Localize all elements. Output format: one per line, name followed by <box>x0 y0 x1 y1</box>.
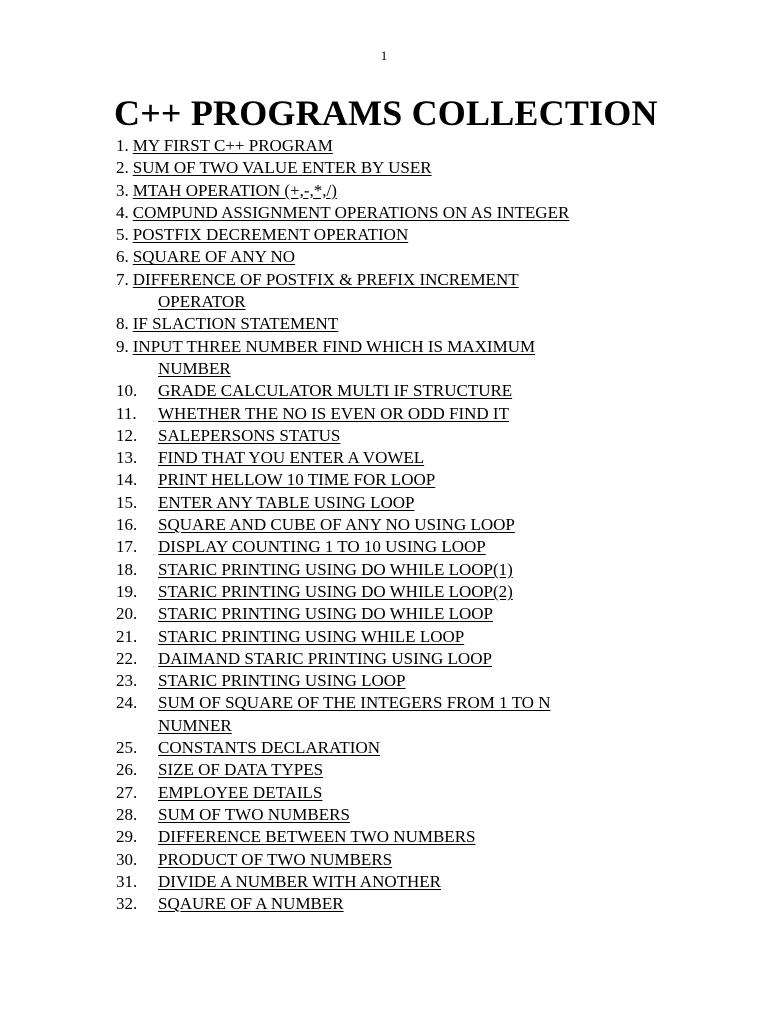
item-number: 17. <box>116 537 138 557</box>
item-number: 28. <box>116 804 138 824</box>
list-item <box>116 469 676 491</box>
list-item <box>116 202 676 224</box>
entry-link[interactable]: DIVIDE A NUMBER WITH ANOTHER <box>158 871 442 891</box>
list-item <box>116 692 676 737</box>
item-number: 5. <box>116 225 129 245</box>
item-number: 24. <box>116 693 138 713</box>
table-of-contents <box>116 135 676 915</box>
list-item <box>116 782 676 804</box>
entry-link[interactable]: DAIMAND STARIC PRINTING USING LOOP <box>158 648 492 668</box>
entry-link-continuation[interactable]: NUMBER <box>158 358 231 378</box>
list-item <box>116 804 676 826</box>
item-number: 22. <box>116 648 138 668</box>
list-item <box>116 648 676 670</box>
list-item <box>116 492 676 514</box>
entry-link[interactable]: PRODUCT OF TWO NUMBERS <box>158 849 393 869</box>
list-item <box>116 447 676 469</box>
entry-link[interactable]: MTAH OPERATION (+,-,*,/) <box>132 180 337 200</box>
entry-link[interactable]: SQAURE OF A NUMBER <box>158 894 344 914</box>
entry-link[interactable]: STARIC PRINTING USING DO WHILE LOOP(2) <box>158 581 513 601</box>
entry-link-continuation[interactable]: OPERATOR <box>158 292 246 312</box>
entry-link[interactable]: SUM OF TWO NUMBERS <box>158 804 350 824</box>
entry-link[interactable]: SALEPERSONS STATUS <box>158 425 341 445</box>
list-item <box>116 514 676 536</box>
item-number: 16. <box>116 515 138 535</box>
entry-link[interactable]: WHETHER THE NO IS EVEN OR ODD FIND IT <box>158 403 509 423</box>
list-item <box>116 135 676 157</box>
entry-link[interactable]: DISPLAY COUNTING 1 TO 10 USING LOOP <box>158 537 486 557</box>
item-number: 13. <box>116 448 138 468</box>
entry-link[interactable]: SQUARE AND CUBE OF ANY NO USING LOOP <box>158 515 515 535</box>
entry-link[interactable]: CONSTANTS DECLARATION <box>158 738 381 758</box>
entry-link[interactable]: COMPUND ASSIGNMENT OPERATIONS ON AS INTEGER <box>132 202 570 222</box>
item-number: 25. <box>116 738 138 758</box>
item-number: 27. <box>116 782 138 802</box>
entry-link[interactable]: STARIC PRINTING USING DO WHILE LOOP(1) <box>158 559 513 579</box>
entry-link[interactable]: SIZE OF DATA TYPES <box>158 760 324 780</box>
entry-link[interactable]: MY FIRST C++ PROGRAM <box>132 136 333 155</box>
item-number: 19. <box>116 581 138 601</box>
list-item <box>116 581 676 603</box>
list-item <box>116 737 676 759</box>
entry-link[interactable]: STARIC PRINTING USING LOOP <box>158 671 406 691</box>
list-item <box>116 380 676 402</box>
list-item <box>116 269 676 314</box>
entry-link[interactable]: ENTER ANY TABLE USING LOOP <box>158 492 415 512</box>
list-item <box>116 670 676 692</box>
entry-link[interactable]: DIFFERENCE OF POSTFIX & PREFIX INCREMENT <box>132 269 519 289</box>
list-item <box>116 759 676 781</box>
list-item <box>116 826 676 848</box>
entry-link[interactable]: PRINT HELLOW 10 TIME FOR LOOP <box>158 470 436 490</box>
item-number: 29. <box>116 827 138 847</box>
entry-link-continuation[interactable]: NUMNER <box>158 715 232 735</box>
list-item <box>116 246 676 268</box>
list-item <box>116 313 676 335</box>
entry-link[interactable]: POSTFIX DECREMENT OPERATION <box>132 225 409 245</box>
item-number: 9. <box>116 336 129 356</box>
item-number: 23. <box>116 671 138 691</box>
item-number: 10. <box>116 381 138 401</box>
list-item <box>116 626 676 648</box>
list-item <box>116 336 676 381</box>
item-number: 31. <box>116 871 138 891</box>
item-number: 21. <box>116 626 138 646</box>
page-number: 1 <box>380 48 388 63</box>
list-item <box>116 157 676 179</box>
entry-link[interactable]: INPUT THREE NUMBER FIND WHICH IS MAXIMUM <box>132 336 536 356</box>
entry-link[interactable]: SUM OF TWO VALUE ENTER BY USER <box>132 158 432 178</box>
item-number: 26. <box>116 760 138 780</box>
item-number: 20. <box>116 604 138 624</box>
item-number: 14. <box>116 470 138 490</box>
entry-link[interactable]: STARIC PRINTING USING DO WHILE LOOP <box>158 604 494 624</box>
entry-link[interactable]: IF SLACTION STATEMENT <box>132 314 339 334</box>
entry-link[interactable]: SUM OF SQUARE OF THE INTEGERS FROM 1 TO N <box>158 693 551 713</box>
item-number: 32. <box>116 894 138 914</box>
item-number: 6. <box>116 247 129 267</box>
list-item <box>116 403 676 425</box>
entry-link[interactable]: FIND THAT YOU ENTER A VOWEL <box>158 448 425 468</box>
document-title: C++ PROGRAMS COLLECTION <box>114 93 658 133</box>
item-number: 15. <box>116 492 138 512</box>
list-item <box>116 536 676 558</box>
entry-link[interactable]: DIFFERENCE BETWEEN TWO NUMBERS <box>158 827 476 847</box>
entry-link[interactable]: STARIC PRINTING USING WHILE LOOP <box>158 626 465 646</box>
entry-link[interactable]: GRADE CALCULATOR MULTI IF STRUCTURE <box>158 381 513 401</box>
list-item <box>116 425 676 447</box>
item-number: 12. <box>116 425 138 445</box>
list-item <box>116 180 676 202</box>
item-number: 4. <box>116 202 129 222</box>
item-number: 11. <box>116 403 137 423</box>
item-number: 30. <box>116 849 138 869</box>
list-item <box>116 559 676 581</box>
item-number: 18. <box>116 559 138 579</box>
item-number: 2. <box>116 158 129 178</box>
list-item <box>116 871 676 893</box>
list-item <box>116 603 676 625</box>
item-number: 7. <box>116 269 129 289</box>
item-number: 3. <box>116 180 129 200</box>
item-number: 1. <box>116 136 129 155</box>
list-item <box>116 849 676 871</box>
entry-link[interactable]: EMPLOYEE DETAILS <box>158 782 323 802</box>
entry-link[interactable]: SQUARE OF ANY NO <box>132 247 296 267</box>
list-item <box>116 224 676 246</box>
list-item <box>116 893 676 915</box>
item-number: 8. <box>116 314 129 334</box>
